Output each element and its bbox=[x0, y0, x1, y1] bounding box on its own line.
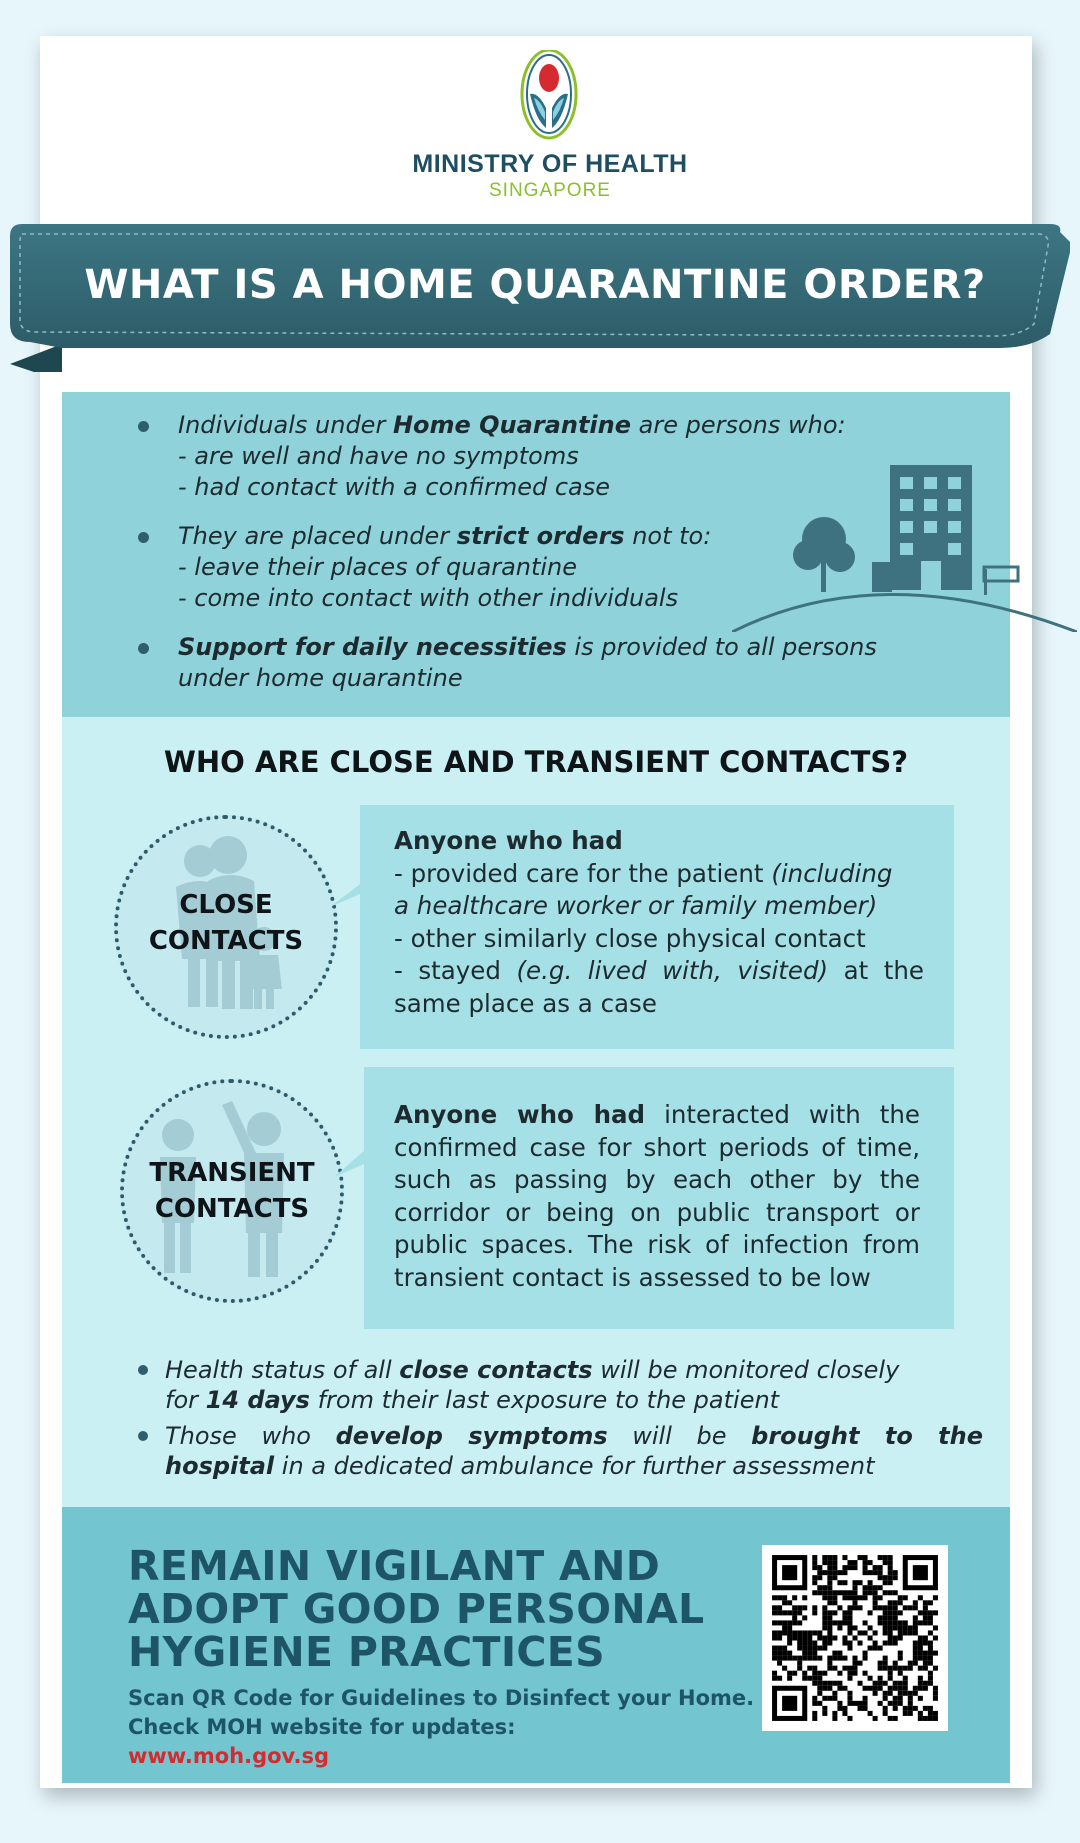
note-text: hospital in a dedicated ambulance for further assessment bbox=[165, 1452, 875, 1480]
bullet-text: They are placed under strict orders not to: bbox=[178, 522, 712, 550]
home-quarantine-section bbox=[62, 392, 1010, 717]
close-line: - other similarly close physical contact bbox=[394, 923, 866, 953]
list-item bbox=[62, 1355, 1010, 1415]
contacts-heading: WHO ARE CLOSE AND TRANSIENT CONTACTS? bbox=[163, 745, 909, 779]
footer-instructions: Scan QR Code for Guidelines to Disinfect your Home. Check MOH website for updates: www.moh.gov.sg bbox=[128, 1686, 755, 1768]
contacts-section bbox=[62, 717, 1010, 1507]
close-line: a healthcare worker or family member) bbox=[394, 891, 878, 920]
bullet-dot bbox=[138, 421, 149, 432]
transient-line: public spaces. The risk of infection from bbox=[394, 1230, 920, 1259]
close-contacts-description bbox=[360, 805, 954, 1049]
bullet-subline: - had contact with a confirmed case bbox=[178, 473, 611, 501]
bullet-subline: - are well and have no symptoms bbox=[178, 442, 579, 470]
monitoring-notes bbox=[62, 1355, 1010, 1487]
close-contacts-label: CLOSE CONTACTS bbox=[148, 890, 304, 956]
note-text: Those who develop symptoms will be brought to the bbox=[165, 1422, 983, 1450]
vigilance-headline: REMAIN VIGILANT AND ADOPT GOOD PERSONAL HYGIENE PRACTICES bbox=[128, 1542, 705, 1676]
transient-line: confirmed case for short periods of time, bbox=[394, 1132, 920, 1162]
close-line: - provided care for the patient (including bbox=[394, 858, 893, 888]
list-item bbox=[62, 410, 846, 503]
transient-contacts-badge bbox=[120, 1079, 344, 1303]
bullet-text: Individuals under Home Quarantine are persons who: bbox=[178, 411, 846, 439]
close-line: same place as a case bbox=[394, 988, 657, 1018]
list-item bbox=[62, 521, 762, 614]
transient-contacts-description bbox=[364, 1067, 954, 1329]
qr-code-icon[interactable] bbox=[762, 1545, 948, 1731]
close-contacts-badge bbox=[114, 815, 338, 1039]
bullet-dot bbox=[138, 1431, 148, 1441]
list-item bbox=[62, 632, 877, 694]
transient-line: transient contact is assessed to be low bbox=[394, 1262, 871, 1292]
moh-crest-icon bbox=[520, 50, 578, 142]
list-item bbox=[62, 1421, 1010, 1481]
close-intro: Anyone who had bbox=[394, 826, 623, 855]
note-text: for 14 days from their last exposure to the patient bbox=[165, 1386, 780, 1414]
close-line: - stayed (e.g. lived with, visited) at the bbox=[394, 956, 924, 985]
transient-line: corridor or being on public transport or bbox=[394, 1197, 920, 1227]
bullet-subline: - leave their places of quarantine bbox=[178, 553, 578, 581]
banner-title: WHAT IS A HOME QUARANTINE ORDER? bbox=[84, 262, 986, 308]
bullet-subline: - come into contact with other individuals bbox=[178, 584, 679, 612]
org-name: MINISTRY OF HEALTH bbox=[412, 150, 688, 178]
org-country: SINGAPORE bbox=[489, 180, 611, 201]
quarantine-bullets bbox=[62, 410, 877, 712]
bullet-dot bbox=[138, 643, 149, 654]
footer-section bbox=[62, 1507, 1010, 1783]
moh-website-link[interactable]: www.moh.gov.sg bbox=[128, 1744, 330, 1768]
transient-line: such as passing by each other by the bbox=[394, 1165, 920, 1194]
bullet-subline: under home quarantine bbox=[178, 664, 463, 692]
bullet-text: Support for daily necessities is provided to all persons bbox=[178, 633, 877, 661]
bullet-dot bbox=[138, 1365, 148, 1375]
note-text: Health status of all close contacts will be monitored closely bbox=[165, 1356, 900, 1384]
transient-line: Anyone who had interacted with the bbox=[394, 1100, 920, 1129]
bullet-dot bbox=[138, 532, 149, 543]
transient-contacts-label: TRANSIENT CONTACTS bbox=[149, 1158, 315, 1224]
building-icon bbox=[732, 457, 1077, 632]
